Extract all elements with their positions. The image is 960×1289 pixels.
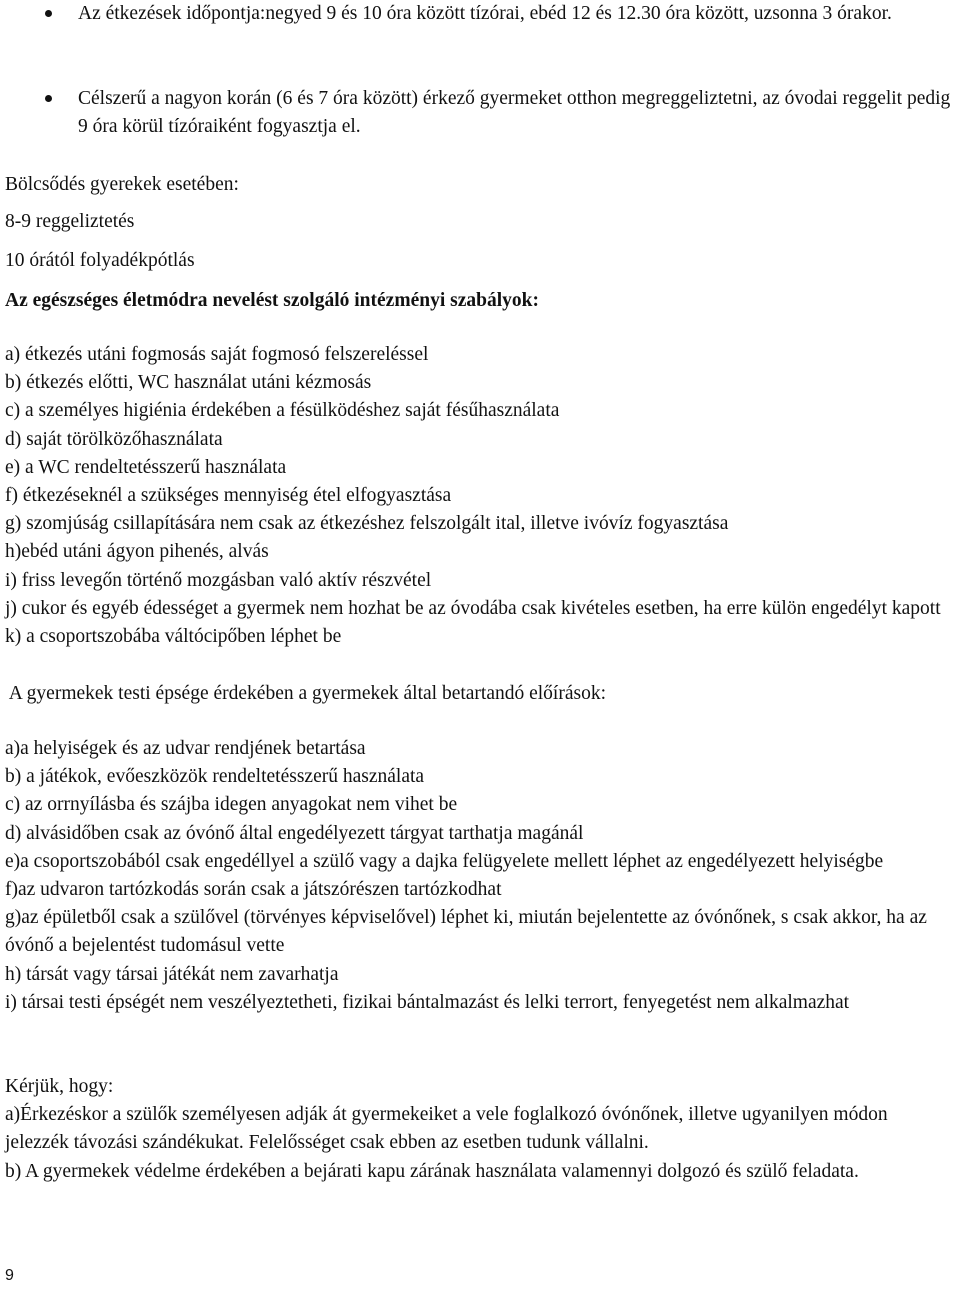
health-rules-list: [5, 341, 955, 651]
bullet-icon: [45, 95, 52, 102]
list-item: b) étkezés előtti, WC használat utáni kézmosás: [5, 372, 372, 394]
list-item: g) szomjúság csillapítására nem csak az étkezéshez felszolgált ital, illetve ivóvíz fogyasztása: [5, 513, 729, 535]
page-number: 9: [5, 1267, 14, 1284]
nursery-breakfast: 8-9 reggeliztetés: [5, 211, 135, 232]
list-item: e)a csoportszobából csak engedéllyel a szülő vagy a dajka felügyelete mellett léphet az engedélyezett helyiségbe: [5, 850, 884, 872]
list-item: d) alvásidőben csak az óvónő által engedélyezett tárgyat tarthatja magánál: [5, 822, 584, 844]
list-item: b) a játékok, evőeszközök rendeltetésszerű használata: [5, 766, 425, 788]
bullet-text: Az étkezések időpontja:negyed 9 és 10 óra között tízórai, ebéd 12 és 12.30 óra között, uzsonna 3 órakor.: [78, 3, 892, 24]
list-item: i) friss levegőn történő mozgásban való aktív részvétel: [5, 569, 432, 591]
list-item: k) a csoportszobába váltócipőben léphet be: [5, 626, 342, 648]
list-item: d) saját törölközőhasználata: [5, 428, 223, 450]
bullet-icon: [45, 10, 52, 17]
bullet-text: Célszerű a nagyon korán (6 és 7 óra között) érkező gyermeket otthon megreggeliztetni, az óvodai reggelit pedig 9 óra körül tízóraiként fogyasztja el.: [78, 88, 951, 137]
list-item: i) társai testi épségét nem veszélyeztetheti, fizikai bántalmazást és lelki terrort, fenyegetést nem alkalmazhat: [5, 991, 850, 1013]
list-item: j) cukor és egyéb édességet a gyermek nem hozhat be az óvodába csak kivételes esetben, ha erre külön engedélyt kapott: [5, 597, 941, 619]
list-item: c) a személyes higiénia érdekében a fésülködéshez saját fésűhasználata: [5, 400, 560, 422]
request-heading: Kérjük, hogy:: [5, 1076, 114, 1097]
list-item: f)az udvaron tartózkodás során csak a játszórészen tartózkodhat: [5, 879, 502, 901]
list-item: g)az épületből csak a szülővel (törvényes képviselővel) léphet ki, miután bejelentette az óvónőnek, s csak akkor, ha az óvónő a bejelentést tudomásul vette: [5, 907, 927, 957]
nursery-fluids: 10 órától folyadékpótlás: [5, 250, 195, 271]
request-item: a)Érkezéskor a szülők személyesen adják át gyermekeiket a vele foglalkozó óvónőnek, illetve ugyanilyen módon jelezzék távozási szándékukat. Felelősséget csak ebben az esetben tudunk vállalni.: [5, 1104, 888, 1154]
health-rules-heading: Az egészséges életmódra nevelést szolgáló intézményi szabályok:: [5, 290, 539, 311]
request-section: [5, 1073, 955, 1186]
safety-rules-list: [5, 735, 955, 1017]
safety-rules-heading: A gyermekek testi épsége érdekében a gyermekek által betartandó előírások:: [5, 683, 607, 704]
request-item: b) A gyermekek védelme érdekében a bejárati kapu zárának használata valamennyi dolgozó és szülő feladata.: [5, 1160, 859, 1182]
list-item: e) a WC rendeltetésszerű használata: [5, 456, 287, 478]
nursery-title: Bölcsődés gyerekek esetében:: [5, 174, 239, 195]
list-item: c) az orrnyílásba és szájba idegen anyagokat nem vihet be: [5, 794, 458, 816]
list-item: a)a helyiségek és az udvar rendjének betartása: [5, 738, 366, 759]
list-item: h) társát vagy társai játékát nem zavarhatja: [5, 963, 339, 985]
list-item: f) étkezéseknél a szükséges mennyiség étel elfogyasztása: [5, 485, 452, 507]
list-item: h)ebéd utáni ágyon pihenés, alvás: [5, 541, 269, 563]
list-item: a) étkezés utáni fogmosás saját fogmosó felszereléssel: [5, 344, 429, 365]
